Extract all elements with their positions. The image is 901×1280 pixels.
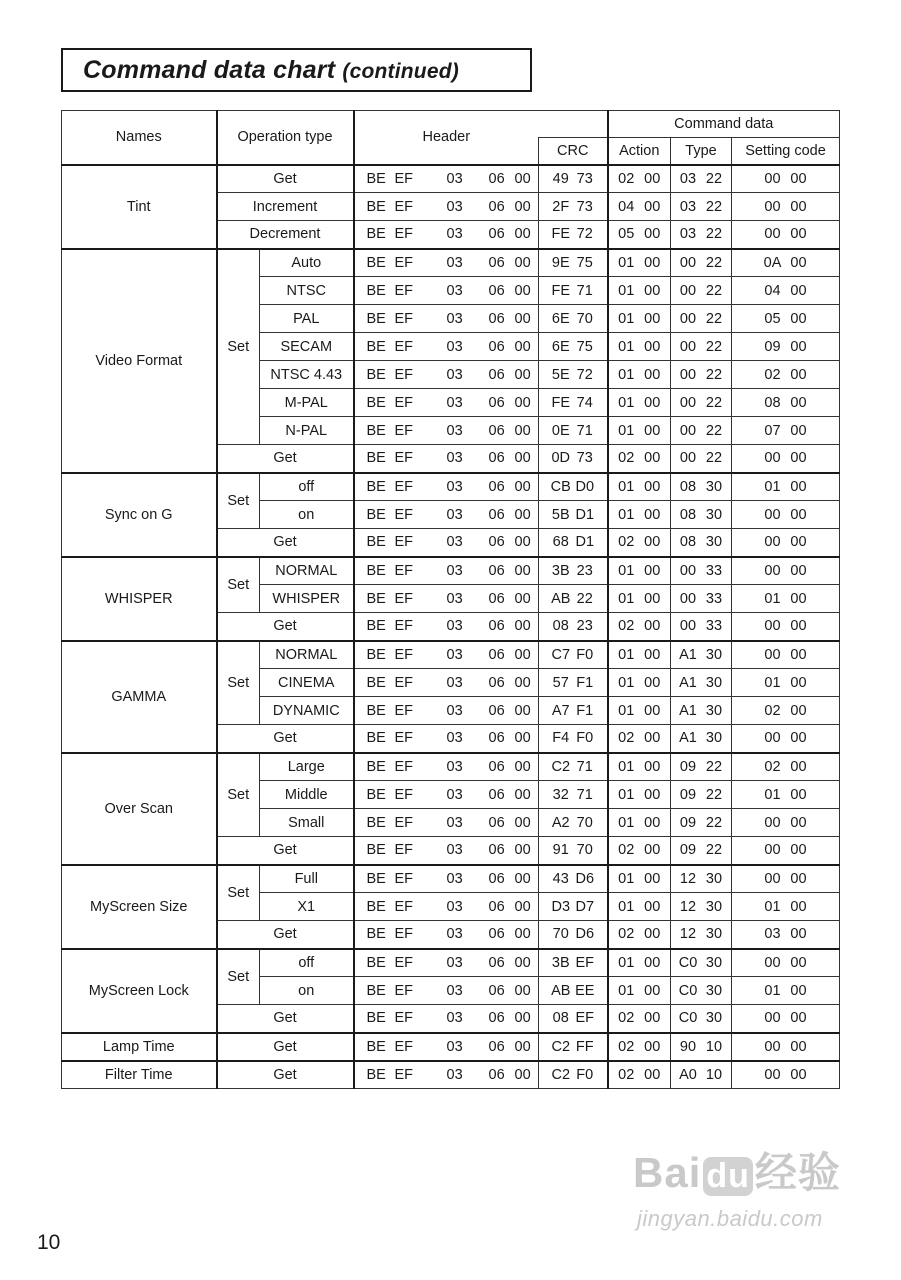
group-name: Over Scan — [62, 753, 217, 865]
operation-value: Small — [260, 809, 354, 837]
crc-value: A2 70 — [539, 809, 608, 837]
operation-value: Get — [217, 165, 354, 193]
set-label: Set — [217, 641, 260, 725]
operation-value: M-PAL — [260, 389, 354, 417]
action-value: 02 00 — [608, 1005, 671, 1033]
set-label: Set — [217, 865, 260, 921]
setting-code-value: 00 00 — [732, 641, 840, 669]
type-value: 08 30 — [671, 473, 732, 501]
header-bytes: BE EF 03 06 00 — [354, 501, 539, 529]
operation-value: SECAM — [260, 333, 354, 361]
header-bytes: BE EF 03 06 00 — [354, 865, 539, 893]
setting-code-value: 00 00 — [732, 445, 840, 473]
operation-value: Get — [217, 529, 354, 557]
operation-value: on — [260, 501, 354, 529]
crc-value: 49 73 — [539, 165, 608, 193]
group-name: Video Format — [62, 249, 217, 473]
setting-code-value: 03 00 — [732, 921, 840, 949]
type-value: 00 22 — [671, 277, 732, 305]
type-value: 00 22 — [671, 249, 732, 277]
action-value: 01 00 — [608, 249, 671, 277]
command-data-table — [61, 110, 840, 1089]
operation-value: Get — [217, 1005, 354, 1033]
setting-code-value: 05 00 — [732, 305, 840, 333]
group-name: Tint — [62, 165, 217, 249]
crc-value: CB D0 — [539, 473, 608, 501]
setting-code-value: 00 00 — [732, 193, 840, 221]
col-header-names: Names — [62, 111, 217, 165]
crc-value: 6E 70 — [539, 305, 608, 333]
action-value: 01 00 — [608, 501, 671, 529]
type-value: C0 30 — [671, 977, 732, 1005]
group-name: WHISPER — [62, 557, 217, 641]
action-value: 01 00 — [608, 809, 671, 837]
setting-code-value: 00 00 — [732, 529, 840, 557]
header-bytes: BE EF 03 06 00 — [354, 669, 539, 697]
col-header-type: Type — [671, 138, 732, 165]
type-value: A1 30 — [671, 669, 732, 697]
action-value: 01 00 — [608, 669, 671, 697]
col-header-operation-type: Operation type — [217, 111, 354, 165]
header-bytes: BE EF 03 06 00 — [354, 1005, 539, 1033]
header-bytes: BE EF 03 06 00 — [354, 921, 539, 949]
header-bytes: BE EF 03 06 00 — [354, 725, 539, 753]
type-value: 90 10 — [671, 1033, 732, 1061]
crc-value: C2 F0 — [539, 1061, 608, 1089]
table-row — [62, 949, 840, 977]
header-bytes: BE EF 03 06 00 — [354, 277, 539, 305]
crc-value: 57 F1 — [539, 669, 608, 697]
type-value: 00 22 — [671, 389, 732, 417]
action-value: 01 00 — [608, 585, 671, 613]
set-label: Set — [217, 557, 260, 613]
type-value: 00 33 — [671, 557, 732, 585]
crc-value: 08 EF — [539, 1005, 608, 1033]
crc-value: 70 D6 — [539, 921, 608, 949]
operation-value: Middle — [260, 781, 354, 809]
operation-value: Decrement — [217, 221, 354, 249]
crc-value: 0E 71 — [539, 417, 608, 445]
action-value: 02 00 — [608, 1033, 671, 1061]
header-bytes: BE EF 03 06 00 — [354, 893, 539, 921]
operation-value: Get — [217, 613, 354, 641]
operation-value: Get — [217, 837, 354, 865]
watermark-brand: Bai du 经验 — [633, 1149, 841, 1196]
crc-value: 43 D6 — [539, 865, 608, 893]
header-bytes: BE EF 03 06 00 — [354, 445, 539, 473]
group-name: Sync on G — [62, 473, 217, 557]
setting-code-value: 08 00 — [732, 389, 840, 417]
action-value: 01 00 — [608, 865, 671, 893]
action-value: 01 00 — [608, 417, 671, 445]
action-value: 01 00 — [608, 473, 671, 501]
header-bytes: BE EF 03 06 00 — [354, 977, 539, 1005]
header-bytes: BE EF 03 06 00 — [354, 165, 539, 193]
setting-code-value: 00 00 — [732, 1033, 840, 1061]
crc-value: 0D 73 — [539, 445, 608, 473]
action-value: 01 00 — [608, 753, 671, 781]
action-value: 01 00 — [608, 893, 671, 921]
action-value: 02 00 — [608, 529, 671, 557]
action-value: 02 00 — [608, 165, 671, 193]
setting-code-value: 07 00 — [732, 417, 840, 445]
header-bytes: BE EF 03 06 00 — [354, 949, 539, 977]
type-value: 00 22 — [671, 445, 732, 473]
action-value: 01 00 — [608, 361, 671, 389]
crc-value: 9E 75 — [539, 249, 608, 277]
setting-code-value: 01 00 — [732, 977, 840, 1005]
action-value: 01 00 — [608, 557, 671, 585]
col-header-crc: CRC — [539, 138, 608, 165]
operation-value: on — [260, 977, 354, 1005]
col-header-crc-top — [539, 111, 608, 138]
setting-code-value: 02 00 — [732, 753, 840, 781]
page-number: 10 — [37, 1231, 61, 1254]
crc-value: FE 74 — [539, 389, 608, 417]
header-bytes: BE EF 03 06 00 — [354, 641, 539, 669]
crc-value: C2 FF — [539, 1033, 608, 1061]
type-value: 00 33 — [671, 613, 732, 641]
crc-value: 3B EF — [539, 949, 608, 977]
header-bytes: BE EF 03 06 00 — [354, 585, 539, 613]
setting-code-value: 01 00 — [732, 893, 840, 921]
crc-value: 2F 73 — [539, 193, 608, 221]
type-value: 00 22 — [671, 305, 732, 333]
header-bytes: BE EF 03 06 00 — [354, 1061, 539, 1089]
operation-value: off — [260, 473, 354, 501]
action-value: 02 00 — [608, 1061, 671, 1089]
table-row — [62, 865, 840, 893]
setting-code-value: 01 00 — [732, 473, 840, 501]
header-bytes: BE EF 03 06 00 — [354, 781, 539, 809]
type-value: A0 10 — [671, 1061, 732, 1089]
operation-value: Full — [260, 865, 354, 893]
header-bytes: BE EF 03 06 00 — [354, 753, 539, 781]
setting-code-value: 00 00 — [732, 557, 840, 585]
operation-value: PAL — [260, 305, 354, 333]
crc-value: 91 70 — [539, 837, 608, 865]
setting-code-value: 00 00 — [732, 221, 840, 249]
header-bytes: BE EF 03 06 00 — [354, 473, 539, 501]
crc-value: 5E 72 — [539, 361, 608, 389]
operation-value: WHISPER — [260, 585, 354, 613]
type-value: 03 22 — [671, 221, 732, 249]
header-bytes: BE EF 03 06 00 — [354, 557, 539, 585]
group-name: MyScreen Lock — [62, 949, 217, 1033]
watermark-url: jingyan.baidu.com — [637, 1206, 823, 1231]
header-row-1 — [62, 111, 840, 138]
action-value: 02 00 — [608, 613, 671, 641]
setting-code-value: 00 00 — [732, 501, 840, 529]
action-value: 05 00 — [608, 221, 671, 249]
header-bytes: BE EF 03 06 00 — [354, 361, 539, 389]
action-value: 02 00 — [608, 725, 671, 753]
setting-code-value: 02 00 — [732, 697, 840, 725]
header-bytes: BE EF 03 06 00 — [354, 529, 539, 557]
type-value: 12 30 — [671, 893, 732, 921]
setting-code-value: 01 00 — [732, 669, 840, 697]
table-row — [62, 753, 840, 781]
crc-value: 3B 23 — [539, 557, 608, 585]
table-row — [62, 249, 840, 277]
type-value: A1 30 — [671, 697, 732, 725]
type-value: 12 30 — [671, 921, 732, 949]
crc-value: 08 23 — [539, 613, 608, 641]
action-value: 01 00 — [608, 305, 671, 333]
header-bytes: BE EF 03 06 00 — [354, 613, 539, 641]
header-bytes: BE EF 03 06 00 — [354, 1033, 539, 1061]
type-value: 09 22 — [671, 781, 732, 809]
type-value: 12 30 — [671, 865, 732, 893]
group-name: GAMMA — [62, 641, 217, 753]
crc-value: D3 D7 — [539, 893, 608, 921]
operation-value: CINEMA — [260, 669, 354, 697]
header-bytes: BE EF 03 06 00 — [354, 417, 539, 445]
action-value: 01 00 — [608, 641, 671, 669]
col-header-action: Action — [608, 138, 671, 165]
crc-value: 6E 75 — [539, 333, 608, 361]
set-label: Set — [217, 473, 260, 529]
action-value: 01 00 — [608, 277, 671, 305]
type-value: 03 22 — [671, 165, 732, 193]
setting-code-value: 01 00 — [732, 781, 840, 809]
type-value: C0 30 — [671, 1005, 732, 1033]
operation-value: NORMAL — [260, 557, 354, 585]
table-row — [62, 641, 840, 669]
setting-code-value: 00 00 — [732, 725, 840, 753]
setting-code-value: 00 00 — [732, 809, 840, 837]
setting-code-value: 00 00 — [732, 165, 840, 193]
action-value: 01 00 — [608, 977, 671, 1005]
crc-value: F4 F0 — [539, 725, 608, 753]
action-value: 02 00 — [608, 837, 671, 865]
header-bytes: BE EF 03 06 00 — [354, 837, 539, 865]
operation-value: Get — [217, 1061, 354, 1089]
col-header-command-data: Command data — [608, 111, 840, 138]
setting-code-value: 00 00 — [732, 613, 840, 641]
header-bytes: BE EF 03 06 00 — [354, 249, 539, 277]
setting-code-value: 04 00 — [732, 277, 840, 305]
crc-value: C2 71 — [539, 753, 608, 781]
operation-value: N-PAL — [260, 417, 354, 445]
action-value: 01 00 — [608, 949, 671, 977]
operation-value: Get — [217, 921, 354, 949]
action-value: 04 00 — [608, 193, 671, 221]
type-value: 00 22 — [671, 333, 732, 361]
header-bytes: BE EF 03 06 00 — [354, 809, 539, 837]
baidu-watermark — [633, 1140, 843, 1244]
operation-value: Large — [260, 753, 354, 781]
title-sub: (continued) — [342, 60, 459, 83]
page-title — [83, 56, 459, 85]
crc-value: AB 22 — [539, 585, 608, 613]
type-value: 00 22 — [671, 361, 732, 389]
header-bytes: BE EF 03 06 00 — [354, 333, 539, 361]
operation-value: NORMAL — [260, 641, 354, 669]
operation-value: Increment — [217, 193, 354, 221]
type-value: 09 22 — [671, 753, 732, 781]
group-name: MyScreen Size — [62, 865, 217, 949]
crc-value: FE 72 — [539, 221, 608, 249]
operation-value: off — [260, 949, 354, 977]
operation-value: Get — [217, 1033, 354, 1061]
action-value: 01 00 — [608, 333, 671, 361]
col-header-setting-code: Setting code — [732, 138, 840, 165]
operation-value: Get — [217, 445, 354, 473]
header-bytes: BE EF 03 06 00 — [354, 697, 539, 725]
action-value: 02 00 — [608, 921, 671, 949]
operation-value: Auto — [260, 249, 354, 277]
setting-code-value: 00 00 — [732, 949, 840, 977]
setting-code-value: 00 00 — [732, 1061, 840, 1089]
type-value: 08 30 — [671, 529, 732, 557]
col-header-header: Header — [354, 111, 539, 165]
crc-value: 5B D1 — [539, 501, 608, 529]
setting-code-value: 00 00 — [732, 837, 840, 865]
action-value: 01 00 — [608, 697, 671, 725]
title-main: Command data chart — [83, 56, 336, 84]
header-bytes: BE EF 03 06 00 — [354, 389, 539, 417]
type-value: A1 30 — [671, 725, 732, 753]
type-value: 00 22 — [671, 417, 732, 445]
operation-value: X1 — [260, 893, 354, 921]
type-value: 00 33 — [671, 585, 732, 613]
page-title-box — [61, 48, 532, 92]
operation-value: DYNAMIC — [260, 697, 354, 725]
table-row — [62, 473, 840, 501]
action-value: 01 00 — [608, 781, 671, 809]
set-label: Set — [217, 249, 260, 445]
type-value: 09 22 — [671, 809, 732, 837]
setting-code-value: 00 00 — [732, 865, 840, 893]
group-name: Filter Time — [62, 1061, 217, 1089]
action-value: 01 00 — [608, 389, 671, 417]
type-value: 09 22 — [671, 837, 732, 865]
crc-value: AB EE — [539, 977, 608, 1005]
setting-code-value: 01 00 — [732, 585, 840, 613]
crc-value: A7 F1 — [539, 697, 608, 725]
type-value: 08 30 — [671, 501, 732, 529]
operation-value: NTSC — [260, 277, 354, 305]
group-name: Lamp Time — [62, 1033, 217, 1061]
crc-value: 68 D1 — [539, 529, 608, 557]
action-value: 02 00 — [608, 445, 671, 473]
setting-code-value: 00 00 — [732, 1005, 840, 1033]
setting-code-value: 09 00 — [732, 333, 840, 361]
header-bytes: BE EF 03 06 00 — [354, 193, 539, 221]
type-value: C0 30 — [671, 949, 732, 977]
type-value: 03 22 — [671, 193, 732, 221]
table-row — [62, 165, 840, 193]
table-row — [62, 1033, 840, 1061]
table-row — [62, 557, 840, 585]
header-bytes: BE EF 03 06 00 — [354, 221, 539, 249]
header-bytes: BE EF 03 06 00 — [354, 305, 539, 333]
type-value: A1 30 — [671, 641, 732, 669]
set-label: Set — [217, 949, 260, 1005]
crc-value: FE 71 — [539, 277, 608, 305]
crc-value: C7 F0 — [539, 641, 608, 669]
operation-value: NTSC 4.43 — [260, 361, 354, 389]
operation-value: Get — [217, 725, 354, 753]
setting-code-value: 0A 00 — [732, 249, 840, 277]
crc-value: 32 71 — [539, 781, 608, 809]
setting-code-value: 02 00 — [732, 361, 840, 389]
set-label: Set — [217, 753, 260, 837]
table-row — [62, 1061, 840, 1089]
